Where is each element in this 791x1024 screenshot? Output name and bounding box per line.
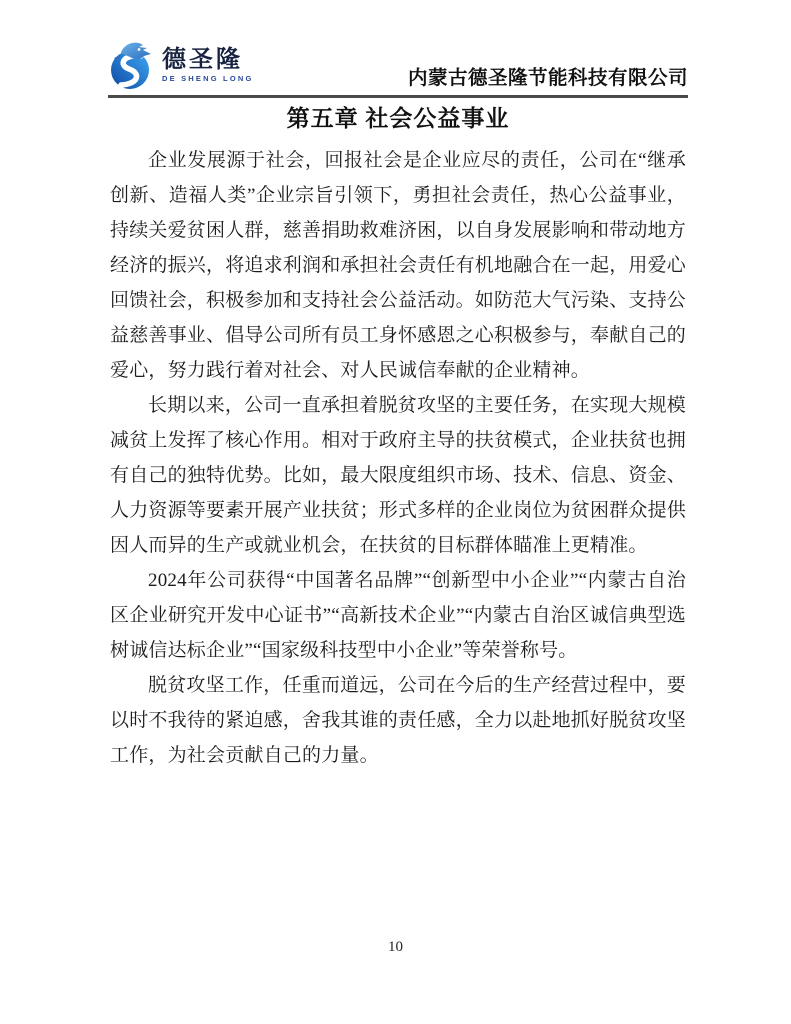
document-body: [110, 104, 686, 773]
header-rule: [108, 95, 688, 98]
logo-en-name: DE SHENG LONG: [162, 73, 254, 83]
page-footer: [0, 938, 791, 956]
body-paragraph-1: 企业发展源于社会，回报社会是企业应尽的责任，公司在“继承创新、造福人类”企业宗旨引领下，勇担社会责任，热心公益事业，持续关爱贫困人群，慈善捐助救难济困，以自身发展影响和带动地方经济的振兴，将追求利润和承担社会责任有机地融合在一起，用爱心回馈社会，积极参加和支持社会公益活动。如防范大气污染、支持公益慈善事业、倡导公司所有员工身怀感恩之心积极参与，奉献自己的爱心，努力践行着对社会、对人民诚信奉献的企业精神。: [110, 150, 687, 381]
body-paragraph-2: 长期以来，公司一直承担着脱贫攻坚的主要任务，在实现大规模减贫上发挥了核心作用。相对于政府主导的扶贫模式，企业扶贫也拥有自己的独特优势。比如，最大限度组织市场、技术、信息、资金、人力资源等要素开展产业扶贫；形式多样的企业岗位为贫困群众提供因人而异的生产或就业机会，在扶贫的目标群体瞄准上更精准。: [110, 395, 687, 556]
logo-text: [162, 45, 254, 83]
dragon-logo-icon: [108, 38, 158, 92]
body-paragraph-4: 脱贫攻坚工作，任重而道远，公司在今后的生产经营过程中，要以时不我待的紧迫感，舍我其谁的责任感，全力以赴地抓好脱贫攻坚工作，为社会贡献自己的力量。: [110, 675, 687, 766]
page-number: 10: [388, 939, 403, 955]
page-header: [108, 34, 688, 92]
chapter-title: 第五章 社会公益事业: [286, 106, 510, 131]
company-name: 内蒙古德圣隆节能科技有限公司: [407, 68, 688, 89]
logo-cn-name: 德圣隆: [162, 45, 243, 73]
body-paragraph-3: 2024年公司获得“中国著名品牌”“创新型中小企业”“内蒙古自治区企业研究开发中心证书”“高新技术企业”“内蒙古自治区诚信典型选树诚信达标企业”“国家级科技型中小企业”等荣誉称号。: [110, 570, 686, 661]
company-logo: [108, 38, 254, 92]
